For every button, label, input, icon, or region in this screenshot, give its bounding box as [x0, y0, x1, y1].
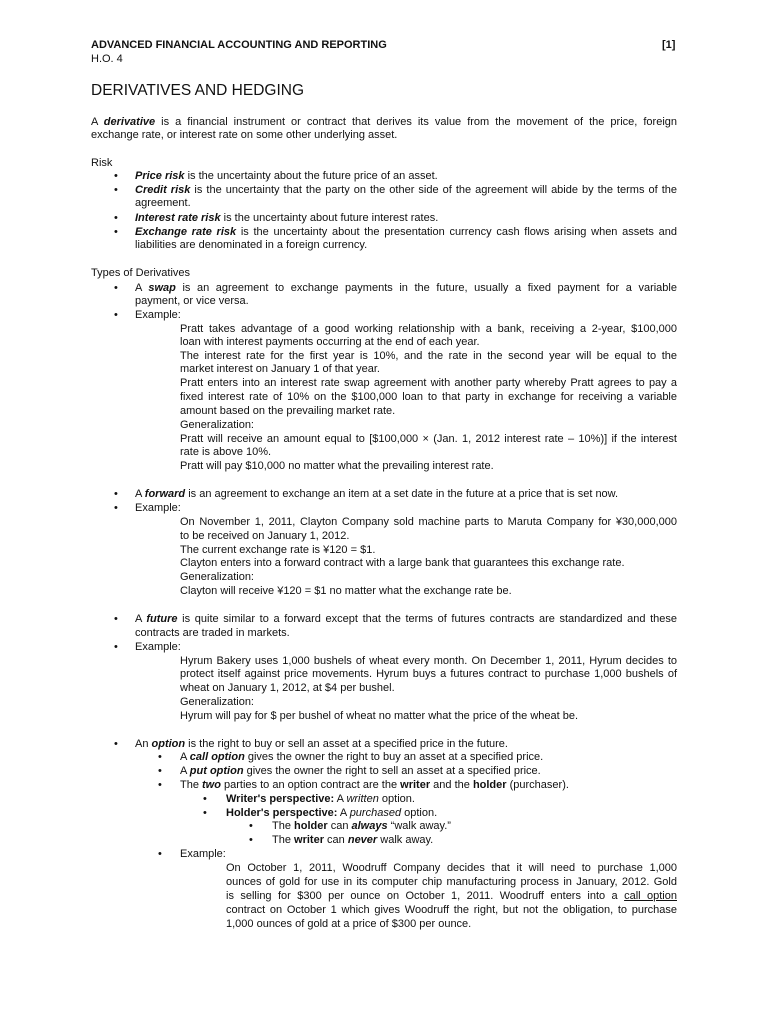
bullet-icon: •: [158, 848, 162, 860]
risk-exchange-2: liabilities are denominated in a foreign currency.: [135, 239, 368, 251]
bullet-icon: •: [114, 184, 118, 196]
example-label: Example:: [180, 848, 226, 860]
course-title: ADVANCED FINANCIAL ACCOUNTING AND REPORTING: [91, 39, 387, 51]
option-definition: An option is the right to buy or sell an asset at a specified price in the future.: [135, 738, 508, 750]
forward-example-line: On November 1, 2011, Clayton Company sold machine parts to Maruta Company for ¥30,000,000: [180, 516, 677, 528]
swap-example-line: Pratt will receive an amount equal to [$100,000 × (Jan. 1, 2012 interest rate – 10%)] if the interest: [180, 433, 677, 445]
future-example-line: protect itself against price movements. Hyrum buys a futures contract to purchase 1,000 bushels of: [180, 668, 677, 680]
put-option-definition: A put option gives the owner the right to sell an asset at a specified price.: [180, 765, 541, 777]
future-example-line: wheat on January 1, 2012, at $4 per bushel.: [180, 682, 395, 694]
future-definition: A future is quite similar to a forward except that the terms of futures contracts are standardized and these: [135, 613, 677, 625]
risk-heading: Risk: [91, 157, 113, 169]
bullet-icon: •: [114, 226, 118, 238]
bullet-icon: •: [158, 779, 162, 791]
types-heading: Types of Derivatives: [91, 267, 191, 279]
forward-definition: A forward is an agreement to exchange an item at a set date in the future at a price that is set now.: [135, 488, 619, 500]
risk-price: Price risk is the uncertainty about the future price of an asset.: [135, 170, 438, 182]
future-example-line: Hyrum Bakery uses 1,000 bushels of wheat every month. On December 1, 2011, Hyrum decides to: [180, 655, 677, 667]
bullet-icon: •: [203, 793, 207, 805]
intro-line-2: exchange rate, or interest rate on some other underlying asset.: [91, 129, 398, 141]
risk-credit: Credit risk is the uncertainty that the party on the other side of the agreement will abide by the terms of the: [135, 184, 677, 196]
bullet-icon: •: [114, 502, 118, 514]
bullet-icon: •: [203, 807, 207, 819]
writer-walk-away: The writer can never walk away.: [272, 834, 434, 846]
bullet-icon: •: [114, 641, 118, 653]
example-label: Example:: [135, 502, 181, 514]
swap-example-line: amount based on the prevailing market rate.: [180, 405, 396, 417]
bullet-icon: •: [114, 212, 118, 224]
example-label: Example:: [135, 641, 181, 653]
bullet-icon: •: [158, 765, 162, 777]
option-example-line: contract on October 1 which gives Woodruff the right, but not the obligation, to purchase: [226, 904, 677, 916]
option-parties: The two parties to an option contract are the writer and the holder (purchaser).: [180, 779, 569, 791]
bullet-icon: •: [114, 488, 118, 500]
holder-walk-away: The holder can always “walk away.”: [272, 820, 451, 832]
writer-perspective: Writer's perspective: A written option.: [226, 793, 415, 805]
option-example-line: ounces of gold for use in its computer chip manufacturing process in January, 2012. Gold: [226, 876, 677, 888]
generalization-label: Generalization:: [180, 419, 254, 431]
swap-definition: A swap is an agreement to exchange payments in the future, usually a fixed payment for a variable: [135, 282, 677, 294]
swap-example-line: Pratt takes advantage of a good working relationship with a bank, receiving a 2-year, $100,000: [180, 323, 677, 335]
handout-number: H.O. 4: [91, 53, 123, 65]
intro-line-1: A derivative is a financial instrument or contract that derives its value from the movement of the price, foreign: [91, 116, 677, 128]
page-number: [1]: [662, 39, 676, 51]
swap-example-line: The interest rate for the first year is 10%, and the rate in the second year will be equal to the: [180, 350, 677, 362]
bullet-icon: •: [114, 613, 118, 625]
holder-perspective: Holder's perspective: A purchased option.: [226, 807, 438, 819]
generalization-label: Generalization:: [180, 571, 254, 583]
bullet-icon: •: [249, 820, 253, 832]
option-example-line: On October 1, 2011, Woodruff Company decides that it will need to purchase 1,000: [226, 862, 677, 874]
bullet-icon: •: [249, 834, 253, 846]
call-option-definition: A call option gives the owner the right to buy an asset at a specified price.: [180, 751, 544, 763]
forward-example-line: Clayton will receive ¥120 = $1 no matter what the exchange rate be.: [180, 585, 512, 597]
forward-example-line: The current exchange rate is ¥120 = $1.: [180, 544, 376, 556]
bullet-icon: •: [158, 751, 162, 763]
risk-exchange: Exchange rate risk is the uncertainty about the presentation currency cash flows arising when assets and: [135, 226, 677, 238]
example-label: Example:: [135, 309, 181, 321]
bullet-icon: •: [114, 170, 118, 182]
swap-example-line: Pratt will pay $10,000 no matter what the prevailing interest rate.: [180, 460, 494, 472]
risk-interest: Interest rate risk is the uncertainty about future interest rates.: [135, 212, 439, 224]
swap-example-line: loan with interest payments occurring at the end of each year.: [180, 336, 480, 348]
future-definition-2: contracts are traded in markets.: [135, 627, 290, 639]
forward-example-line: to be received on January 1, 2012.: [180, 530, 350, 542]
swap-example-line: market interest on January 1 of that year.: [180, 363, 380, 375]
option-example-line: is selling for $300 per ounce on October 1, 2011. Woodruff enters into a call option: [226, 890, 677, 902]
bullet-icon: •: [114, 309, 118, 321]
page-title: DERIVATIVES AND HEDGING: [91, 82, 305, 99]
bullet-icon: •: [114, 282, 118, 294]
swap-example-line: rate is above 10%.: [180, 446, 272, 458]
risk-credit-2: agreement.: [135, 197, 191, 209]
swap-definition-2: payment, or vice versa.: [135, 295, 249, 307]
bullet-icon: •: [114, 738, 118, 750]
option-example-line: 1,000 ounces of gold at a price of $300 per ounce.: [226, 918, 472, 930]
swap-example-line: Pratt enters into an interest rate swap agreement with another party whereby Pratt agrees to pay a: [180, 377, 677, 389]
future-example-line: Hyrum will pay for $ per bushel of wheat no matter what the price of the wheat be.: [180, 710, 579, 722]
generalization-label: Generalization:: [180, 696, 254, 708]
swap-example-line: fixed interest rate of 10% on the $100,000 loan to that party in exchange for receiving a variable: [180, 391, 677, 403]
forward-example-line: Clayton enters into a forward contract with a large bank that guarantees this exchange rate.: [180, 557, 625, 569]
